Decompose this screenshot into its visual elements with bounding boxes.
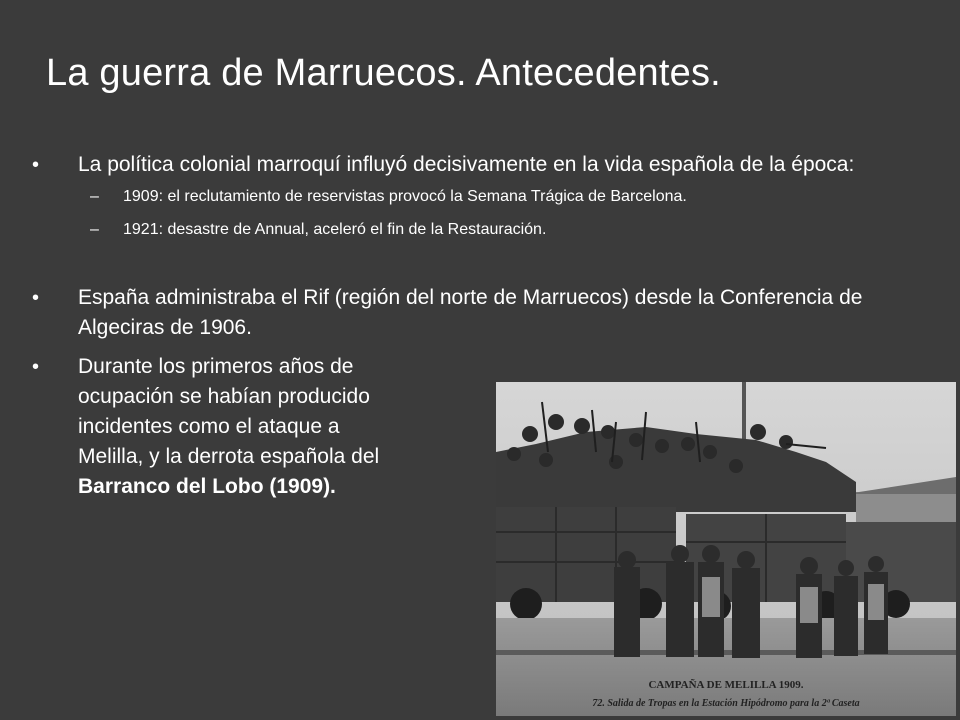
bullet-dot: •	[32, 287, 40, 309]
slide-title: La guerra de Marruecos. Antecedentes.	[46, 52, 721, 94]
subitem-1	[90, 180, 872, 213]
bullet-3-plain: Durante los primeros años de ocupación se habían producido incidentes como el ataque a Melilla, y la derrota española del	[78, 355, 380, 468]
historical-photo	[496, 382, 956, 716]
bullet-2	[32, 283, 872, 343]
subitem-2-text: 1921: desastre de Annual, aceleró el fin de la Restauración.	[123, 221, 547, 238]
photo-caption-1: CAMPAÑA DE MELILLA 1909.	[648, 679, 804, 691]
bullet-3	[32, 352, 402, 502]
bullet-3-bold: Barranco del Lobo (1909).	[78, 475, 336, 498]
photo-caption-2: 72. Salida de Tropas en la Estación Hipódromo para la 2ª Caseta	[592, 698, 860, 709]
bullet-3-text	[78, 352, 402, 502]
dash-marker: –	[90, 221, 99, 238]
bullet-dot: •	[32, 154, 40, 176]
subitem-2	[90, 213, 872, 246]
dash-marker: –	[90, 188, 99, 205]
photo-illustration	[496, 382, 956, 716]
bullet-dot: •	[32, 356, 40, 378]
bullet-1	[32, 150, 872, 246]
subitem-1-text: 1909: el reclutamiento de reservistas provocó la Semana Trágica de Barcelona.	[123, 188, 687, 205]
bullet-1-text: La política colonial marroquí influyó decisivamente en la vida española de la época:	[78, 153, 855, 176]
bullet-2-text: España administraba el Rif (región del norte de Marruecos) desde la Conferencia de Algeciras de 1906.	[78, 286, 863, 339]
